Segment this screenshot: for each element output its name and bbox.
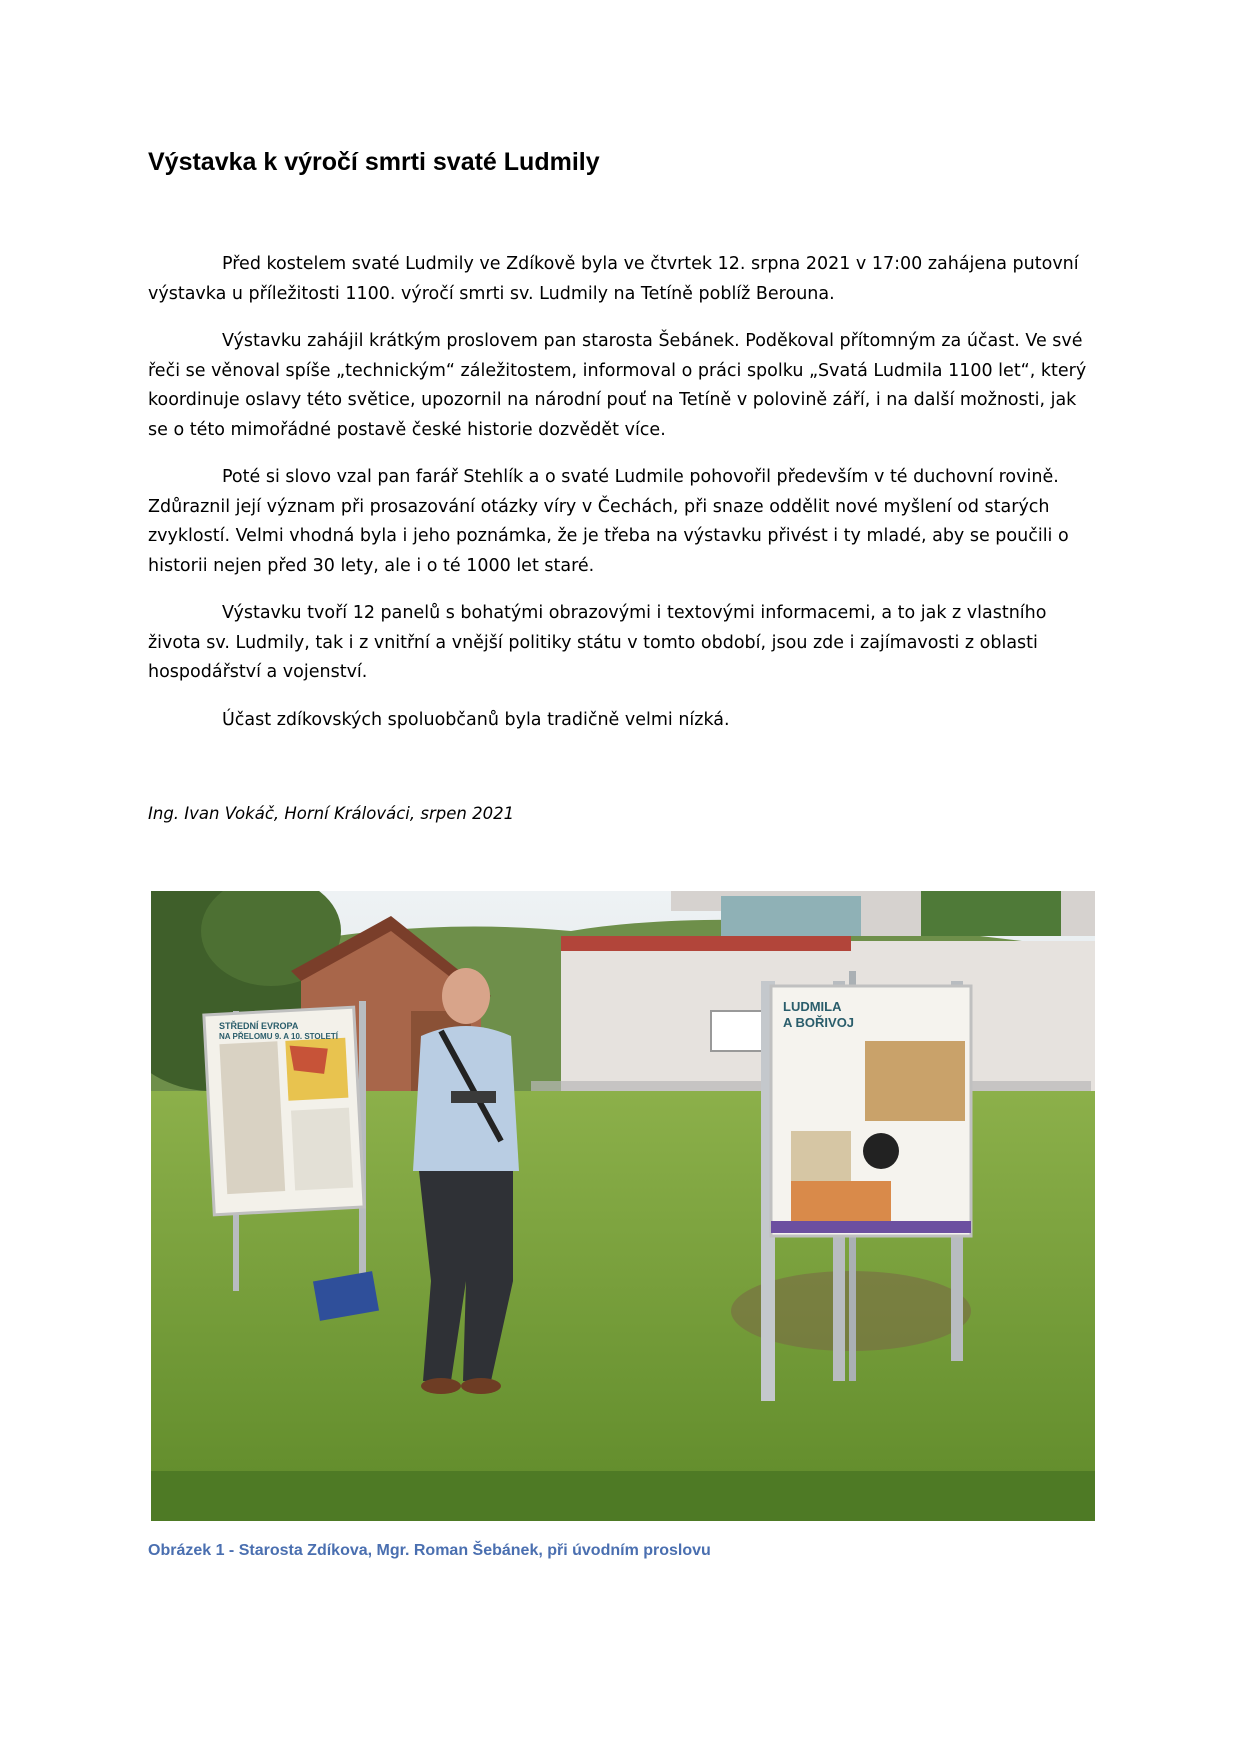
paragraph: Výstavku zahájil krátkým proslovem pan starosta Šebánek. Poděkoval přítomným za účast. Ve své řeči se věnoval spíše „technickým“ záležitostem, informoval o práci spolku „Svatá Ludmila 1100 let“, který koordinuje oslavy této světice, upozornil na národní pouť na Tetíně v polovině září, i na další možnosti, jak se o této mimořádné postavě české historie dozvědět více.	[148, 331, 1087, 440]
exhibition-photo	[151, 891, 1095, 1521]
document-title: Výstavka k výročí smrti svaté Ludmily	[148, 148, 600, 176]
panel-left-subtitle: NA PŘELOMU 9. A 10. STOLETÍ	[219, 1032, 338, 1041]
paragraph: Poté si slovo vzal pan farář Stehlík a o svaté Ludmile pohovořil především v té duchovní rovině. Zdůraznil její význam při prosazování otázky víry v Čechách, při snaze oddělit nové myšlení od starých zvyklostí. Velmi vhodná byla i jeho poznámka, že je třeba na výstavku přivést i ty mladé, aby se poučili o historii nejen před 30 lety, ale i o té 1000 let staré.	[148, 467, 1069, 576]
paragraph: Před kostelem svaté Ludmily ve Zdíkově byla ve čtvrtek 12. srpna 2021 v 17:00 zahájena putovní výstavka u příležitosti 1100. výročí smrti sv. Ludmily na Tetíně poblíž Berouna.	[148, 254, 1079, 304]
panel-right-subtitle: A BOŘIVOJ	[783, 1015, 855, 1030]
paragraph: Výstavku tvoří 12 panelů s bohatými obrazovými i textovými informacemi, a to jak z vlastního života sv. Ludmily, tak i z vnitřní a vnější politiky státu v tomto období, jsou zde i zajímavosti z oblasti hospodářství a vojenství.	[148, 603, 1047, 682]
author-signature: Ing. Ivan Vokáč, Horní Králováci, srpen 2021	[148, 804, 515, 823]
paragraph: Účast zdíkovských spoluobčanů byla tradičně velmi nízká.	[222, 709, 730, 730]
panel-right-title: LUDMILA	[783, 999, 842, 1014]
figure-caption: Obrázek 1 - Starosta Zdíkova, Mgr. Roman Šebánek, při úvodním proslovu	[148, 1542, 711, 1559]
panel-left-title: STŘEDNÍ EVROPA	[219, 1021, 299, 1031]
article-body	[148, 250, 1092, 753]
